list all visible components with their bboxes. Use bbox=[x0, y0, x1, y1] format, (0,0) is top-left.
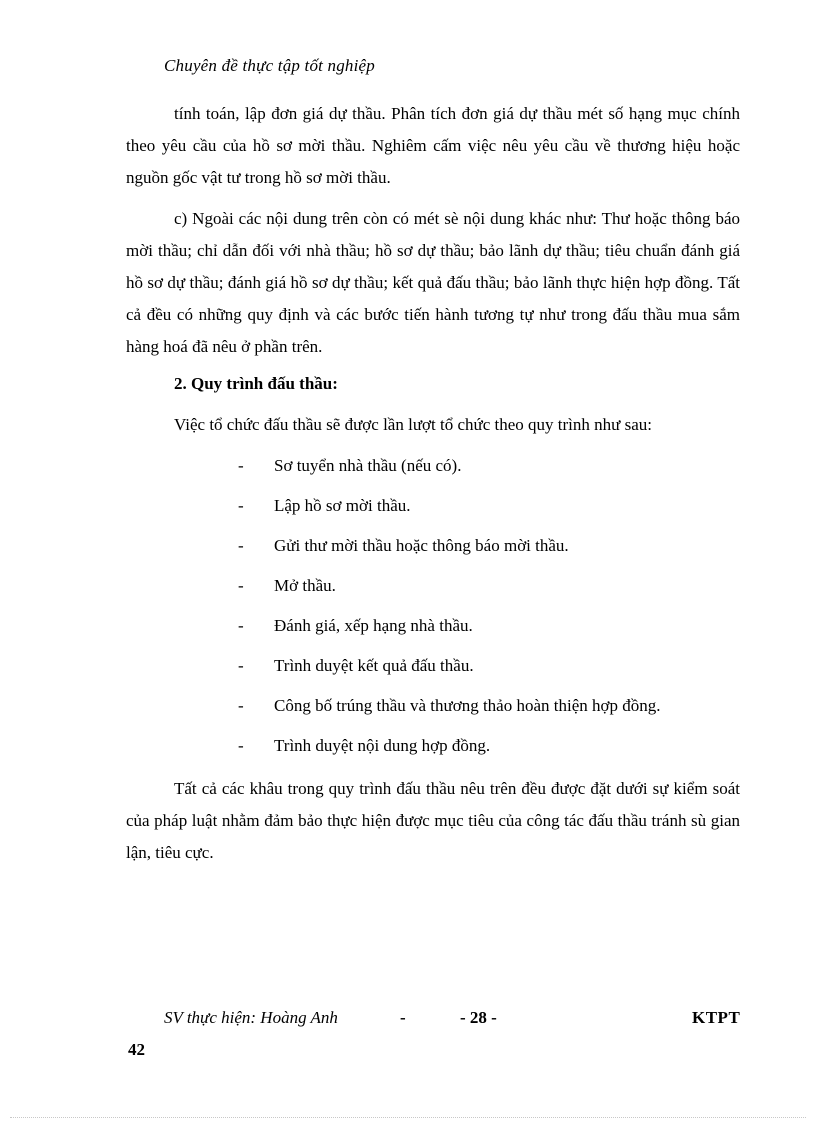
step-text: Trình duyệt kết quả đấu thầu. bbox=[274, 656, 474, 675]
bullet-dash: - bbox=[238, 616, 244, 635]
bullet-dash: - bbox=[238, 656, 244, 675]
page-bottom-divider bbox=[10, 1117, 806, 1118]
bullet-dash: - bbox=[238, 536, 244, 555]
footer-separator: - bbox=[400, 1008, 406, 1027]
bullet-dash: - bbox=[238, 736, 244, 755]
step-text: Gửi thư mời thầu hoặc thông báo mời thầu. bbox=[274, 536, 569, 555]
step-text: Lập hồ sơ mời thầu. bbox=[274, 496, 411, 515]
page-number: - 28 - bbox=[460, 1008, 497, 1027]
paragraph-3: Tất cả các khâu trong quy trình đấu thầu nêu trên đều được đặt dưới sự kiểm soát của pháp luật nhằm đảm bảo thực hiện được mục tiêu của công tác đấu thầu tránh sù gian lận, tiêu cực. bbox=[126, 779, 740, 862]
paragraph-2: c) Ngoài các nội dung trên còn có mét sè nội dung khác như: Thư hoặc thông báo mời thầu; chỉ dẫn đối với nhà thầu; hồ sơ dự thầu; bảo lãnh dự thầu; tiêu chuẩn đánh giá hồ sơ dự thầu; đánh giá hồ sơ dự thầu; kết quả đấu thầu; bảo lãnh thực hiện hợp đồng. Tất cả đều có những quy định và các bước tiến hành tương tự như trong đấu thầu mua sắm hàng hoá đã nêu ở phần trên. bbox=[126, 209, 740, 356]
step-text: Sơ tuyển nhà thầu (nếu có). bbox=[274, 456, 462, 475]
footer-department: KTPT bbox=[692, 1008, 741, 1027]
bullet-dash: - bbox=[238, 496, 244, 515]
bullet-dash: - bbox=[238, 696, 244, 715]
bullet-dash: - bbox=[238, 576, 244, 595]
bullet-dash: - bbox=[238, 456, 244, 475]
paragraph-1: tính toán, lập đơn giá dự thầu. Phân tích đơn giá dự thầu mét số hạng mục chính theo yêu cầu của hồ sơ mời thầu. Nghiêm cấm việc nêu yêu cầu về thương hiệu hoặc nguồn gốc vật tư trong hồ sơ mời thầu. bbox=[126, 104, 740, 187]
footer-class-number: 42 bbox=[128, 1040, 145, 1059]
step-text: Đánh giá, xếp hạng nhà thầu. bbox=[274, 616, 473, 635]
page-header: Chuyên đề thực tập tốt nghiệp bbox=[164, 56, 376, 75]
footer-author: SV thực hiện: Hoàng Anh bbox=[164, 1008, 338, 1027]
section-intro: Việc tổ chức đấu thầu sẽ được lần lượt tổ chức theo quy trình như sau: bbox=[174, 415, 652, 434]
step-text: Trình duyệt nội dung hợp đồng. bbox=[274, 736, 491, 755]
step-text: Công bố trúng thầu và thương thảo hoàn thiện hợp đồng. bbox=[274, 696, 661, 715]
step-text: Mở thầu. bbox=[274, 576, 336, 595]
section-heading: 2. Quy trình đấu thầu: bbox=[174, 374, 338, 393]
